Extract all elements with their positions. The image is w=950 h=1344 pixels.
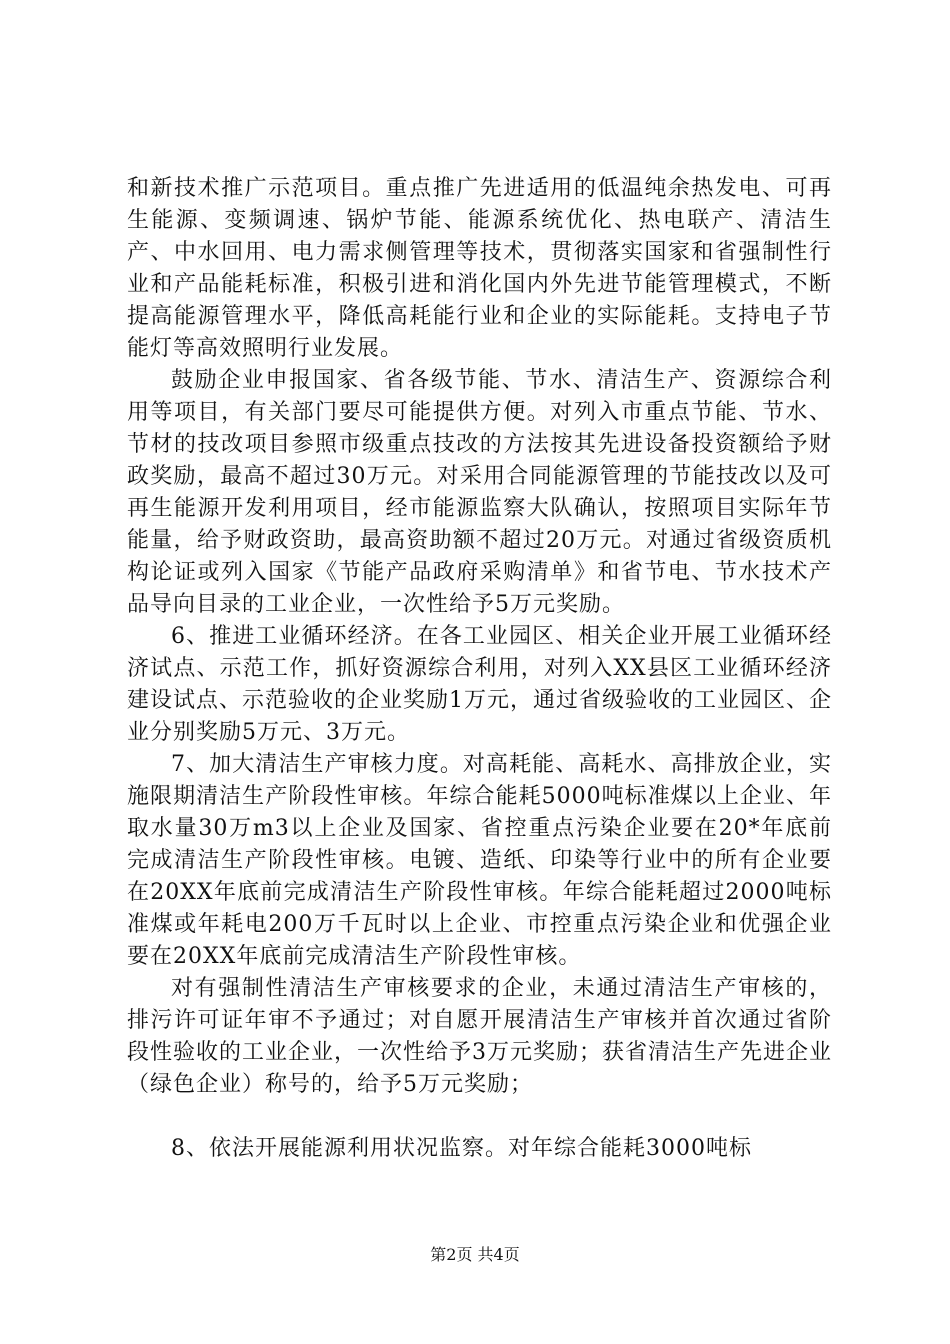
- paragraph-item-7-clean-production: 7、加大清洁生产审核力度。对高耗能、高耗水、高排放企业，实施限期清洁生产阶段性审核。年综合能耗5000吨标准煤以上企业、年取水量30万m3以上企业及国家、省控重点污染企业要在20*年底前完成清洁生产阶段性审核。电镀、造纸、印染等行业中的所有企业要在20XX年底前完成清洁生产阶段性审核。年综合能耗超过2000吨标准煤或年耗电200万千瓦时以上企业、市控重点污染企业和优强企业要在20XX年底前完成清洁生产阶段性审核。: [127, 752, 832, 969]
- paragraph-item-8-energy-inspection: 8、依法开展能源利用状况监察。对年综合能耗3000吨标: [171, 1136, 752, 1161]
- page-number-footer: 第2页 共4页: [430, 1245, 520, 1264]
- paragraph-encourage-projects: 鼓励企业申报国家、省各级节能、节水、清洁生产、资源综合利用等项目，有关部门要尽可能提供方便。对列入市重点节能、节水、节材的技改项目参照市级重点技改的方法按其先进设备投资额给予财政奖励，最高不超过30万元。对采用合同能源管理的节能技改以及可再生能源开发利用项目，经市能源监察大队确认，按照项目实际年节能量，给予财政资助，最高资助额不超过20万元。对通过省级资质机构论证或列入国家《节能产品政府采购清单》和省节电、节水技术产品导向目录的工业企业，一次性给予5万元奖励。: [127, 368, 832, 617]
- paragraph-item-6-circular-economy: 6、推进工业循环经济。在各工业园区、相关企业开展工业循环经济试点、示范工作，抓好资源综合利用，对列入XX县区工业循环经济建设试点、示范验收的企业奖励1万元，通过省级验收的工业园区、企业分别奖励5万元、3万元。: [127, 624, 832, 745]
- paragraph-audit-requirements: 对有强制性清洁生产审核要求的企业，未通过清洁生产审核的，排污许可证年审不予通过；对自愿开展清洁生产审核并首次通过省阶段性验收的工业企业，一次性给予3万元奖励；获省清洁生产先进企业（绿色企业）称号的，给予5万元奖励；: [127, 976, 832, 1097]
- document-body: [127, 173, 832, 1165]
- paragraph-intro-continued: 和新技术推广示范项目。重点推广先进适用的低温纯余热发电、可再生能源、变频调速、锅炉节能、能源系统优化、热电联产、清洁生产、中水回用、电力需求侧管理等技术，贯彻落实国家和省强制性行业和产品能耗标准，积极引进和消化国内外先进节能管理模式，不断提高能源管理水平，降低高耗能行业和企业的实际能耗。支持电子节能灯等高效照明行业发展。: [127, 176, 832, 361]
